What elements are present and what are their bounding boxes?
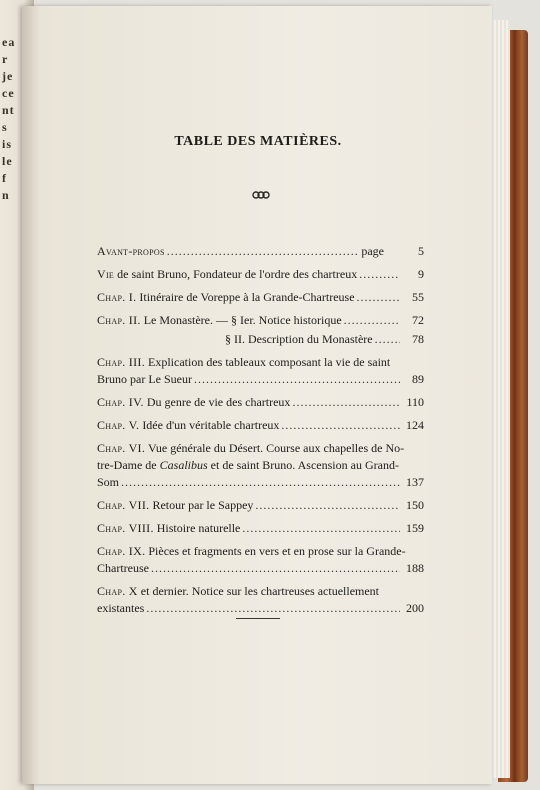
toc-entry-chap-3 [97,354,424,388]
toc-page-number: 55 [412,290,424,304]
toc-label: Histoire naturelle [153,521,241,535]
toc-entry-chap-5 [97,417,424,434]
toc-entry-chap-1 [97,289,424,306]
toc-page-number: 159 [406,521,424,535]
right-page [22,6,492,784]
toc-entry-chap-8 [97,520,424,537]
toc-label: et dernier. Notice sur les chartreuses actuellement [137,584,380,598]
toc-prefix: Chap. VIII. [97,521,154,535]
toc-prefix: Vie [97,267,115,281]
toc-label: Chartreuse [97,561,149,575]
toc-page-number: 110 [406,395,424,409]
toc-page-number: 188 [406,561,424,575]
toc-label: Vue générale du Désert. Course aux chapelles de No- [145,441,405,455]
toc-entry-chap-10 [97,583,424,617]
toc-label: Idée d'un véritable chartreux [139,418,280,432]
toc-page-number: 89 [412,372,424,386]
toc-label: tre-Dame de [97,458,160,472]
toc-prefix: Chap. IX. [97,544,146,558]
toc-page-number: 5 [418,244,424,258]
toc-prefix: Chap. VII. [97,498,150,512]
toc-label: Avant-propos [97,244,165,258]
toc-entry-chap-4 [97,394,424,411]
toc-page-number: 124 [406,418,424,432]
toc-entry-avant-propos [97,243,424,260]
toc-page-word: page [361,244,384,258]
end-rule [236,618,280,619]
toc-page-number: 137 [406,475,424,489]
toc-prefix: Chap. V. [97,418,140,432]
toc-label: Itinéraire de Voreppe à la Grande-Chartreuse [136,290,355,304]
toc-label: Retour par le Sappey [149,498,254,512]
toc-entry-chap-9 [97,543,424,577]
toc-page-number: 72 [412,313,424,327]
toc-prefix: Chap. IV. [97,395,144,409]
toc-label: § II. Description du Monastère [225,332,373,346]
toc-page-number: 9 [418,267,424,281]
toc-prefix: Chap. II. [97,313,141,327]
toc-entry-chap-2 [97,312,424,348]
toc-label: de saint Bruno, Fondateur de l'ordre des chartreux [114,267,358,281]
toc-label-italic: Casalibus [159,458,208,472]
toc-label: Bruno par Le Sueur [97,372,192,386]
toc-entry-chap-7 [97,497,424,514]
toc-page-number: 78 [412,332,424,346]
toc-label: Som [97,475,120,489]
toc-page-number: 150 [406,498,424,512]
page-title: TABLE DES MATIÈRES. [174,134,342,149]
toc-entry-chap-6 [97,440,424,491]
toc-prefix: Chap. VI. [97,441,146,455]
toc-page-number: 200 [406,601,424,615]
toc-entry-vie [97,266,424,283]
toc-label: existantes [97,601,145,615]
toc-label: Pièces et fragments en vers et en prose sur la Grande- [145,544,406,558]
ornament-icon [252,190,270,200]
left-page-text: ea r je ce nt s is le f n [2,35,16,202]
table-of-contents [97,243,424,617]
toc-label: Le Monastère. — § Ier. Notice historique [140,313,342,327]
toc-label: Explication des tableaux composant la vie de saint [145,355,391,369]
toc-prefix: Chap. I. [97,290,137,304]
toc-label: et de saint Bruno. Ascension au Grand- [207,458,399,472]
toc-prefix: Chap. III. [97,355,145,369]
toc-label: Du genre de vie des chartreux [143,395,291,409]
toc-prefix: Chap. X [97,584,138,598]
